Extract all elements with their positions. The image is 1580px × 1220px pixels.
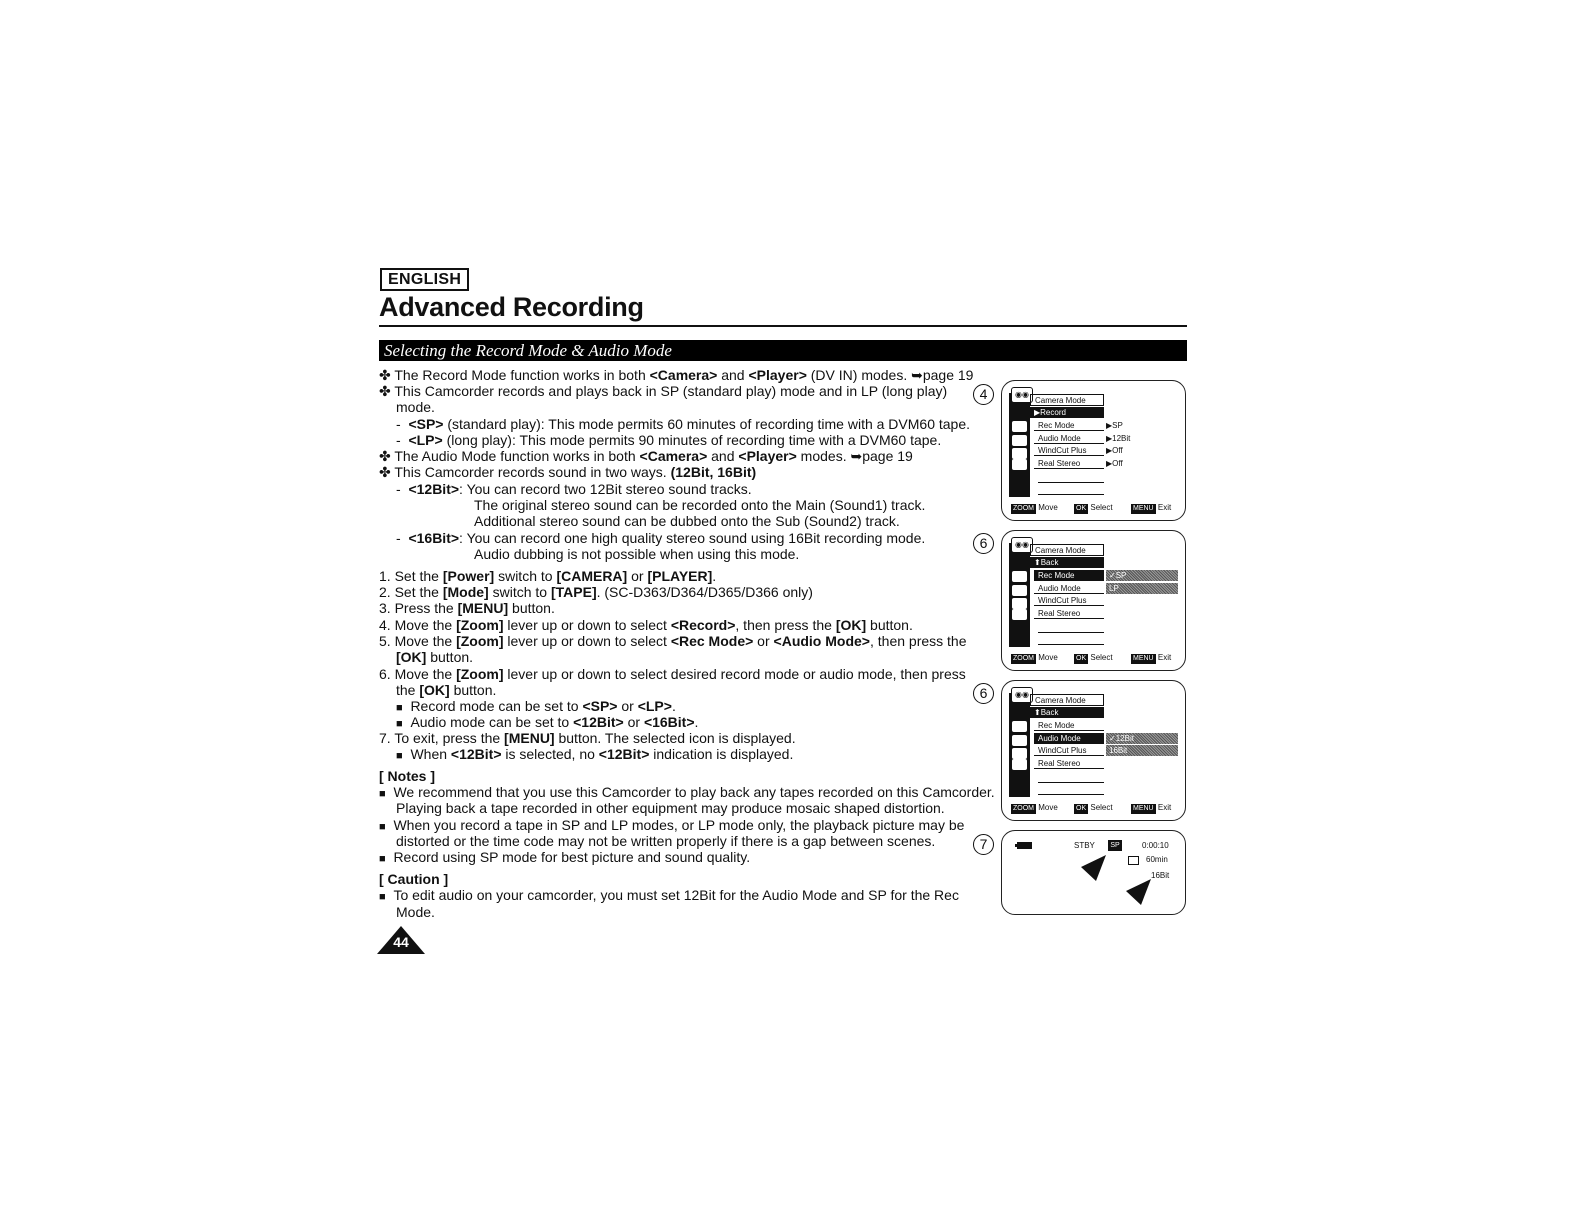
sp-item: - <SP> (standard play): This mode permits 60 minutes of recording time with a DVM60 tape.	[396, 416, 971, 432]
gear-icon	[1012, 759, 1027, 770]
step-number: 2.	[379, 584, 391, 600]
step-1	[379, 568, 716, 584]
gear-icon	[1012, 609, 1027, 620]
time-counter: 0:00:10	[1142, 841, 1169, 850]
text: modes.	[796, 448, 851, 464]
intro-bullet-3	[379, 448, 913, 464]
text-bold: <Camera>	[649, 367, 718, 383]
pointer-arrow-icon	[1123, 877, 1153, 907]
menu-tag: MENU	[1133, 805, 1154, 812]
text: (standard play): This mode permits 60 minutes of recording time with a DVM60 tape.	[443, 416, 971, 432]
ok-tag: OK	[1076, 655, 1087, 662]
text: and	[717, 367, 749, 383]
text: (DV IN) modes.	[806, 367, 912, 383]
option-sp-selected: ✓SP	[1106, 570, 1178, 581]
value-rec-mode: ▶SP	[1106, 421, 1123, 430]
step-4	[379, 617, 913, 633]
text-bold: <12Bit>	[573, 714, 624, 730]
text-bold: <Record>	[670, 617, 736, 633]
text-bold: [Power]	[442, 568, 495, 584]
footer-select	[1074, 653, 1113, 664]
tv-icon	[1012, 448, 1027, 459]
bit12-item: - <12Bit>: You can record two 12Bit stereo sound tracks.	[396, 481, 752, 497]
zoom-tag: ZOOM	[1013, 505, 1034, 512]
clover-bullet-icon: ✤	[379, 448, 391, 464]
menu-item-rec-mode: Rec Mode	[1034, 720, 1104, 731]
step-number: 6.	[379, 666, 391, 682]
battery-icon	[1015, 842, 1033, 849]
recorder-icon	[1012, 435, 1027, 446]
step-number: 4.	[379, 617, 391, 633]
text: The original stereo sound can be recorded onto the Main (Sound1) track.	[474, 497, 926, 513]
text-bold: [CAMERA]	[556, 568, 628, 584]
separator	[1038, 482, 1104, 483]
notes-heading: [ Notes ]	[379, 768, 435, 784]
menu-tag: MENU	[1133, 655, 1154, 662]
page-number-badge	[377, 926, 425, 954]
text-bold: <SP>	[408, 416, 444, 432]
language-badge: ENGLISH	[380, 268, 469, 291]
square-bullet-icon: ■	[379, 821, 386, 833]
text-bold: <Player>	[748, 367, 807, 383]
camera-icon	[1012, 721, 1027, 732]
text: switch to	[494, 568, 557, 584]
text: the	[396, 682, 420, 698]
text: distorted or the time code may not be written properly if there is a gap between scenes.	[396, 833, 936, 849]
camera-mode-icon: ◉◉	[1011, 387, 1033, 403]
page-number: 44	[393, 934, 409, 950]
text-bold: <LP>	[408, 432, 443, 448]
text: lever up or down to select	[503, 633, 671, 649]
footer-exit	[1131, 503, 1171, 514]
step-circle: 6	[973, 683, 994, 704]
camera-mode-icon: ◉◉	[1011, 687, 1033, 703]
step-2	[379, 584, 813, 600]
zoom-tag: ZOOM	[1013, 805, 1034, 812]
menu-screen-step-6-rec	[1001, 530, 1186, 671]
page-reference: ➥page 19	[850, 448, 913, 464]
step-circle: 7	[973, 834, 994, 855]
menu-item-windcut: WindCut Plus	[1034, 595, 1104, 606]
separator	[1038, 494, 1104, 495]
menu-item-audio-mode: Audio Mode	[1034, 433, 1104, 444]
text: Exit	[1157, 503, 1172, 512]
footer-select	[1074, 503, 1113, 514]
text: button.	[449, 682, 497, 698]
text-bold: <Rec Mode>	[670, 633, 754, 649]
text-bold: <12Bit>	[598, 746, 650, 762]
text: button.	[866, 617, 913, 633]
text-bold: [OK]	[396, 649, 427, 665]
bit16-item: - <16Bit>: You can record one high quality stereo sound using 16Bit recording mode.	[396, 530, 926, 546]
text-bold: <Player>	[738, 448, 797, 464]
text: .	[671, 698, 676, 714]
text: indication is displayed.	[649, 746, 794, 762]
text: : You can record one high quality stereo sound using 16Bit recording mode.	[459, 530, 926, 546]
menu-item-back: ⬆Back	[1030, 707, 1104, 718]
value-audio-mode: ▶12Bit	[1106, 434, 1131, 443]
clover-bullet-icon: ✤	[379, 367, 391, 383]
footer-move	[1011, 803, 1058, 814]
text: This Camcorder records and plays back in SP (standard play) mode and in LP (long play)	[394, 383, 948, 399]
text-bold: (12Bit, 16Bit)	[670, 464, 757, 480]
text-bold: <Camera>	[639, 448, 708, 464]
step-7	[379, 730, 796, 746]
text: or	[627, 568, 648, 584]
text: .	[712, 568, 717, 584]
intro-bullet-4	[379, 464, 756, 480]
step-circle: 6	[973, 533, 994, 554]
caution-heading: [ Caution ]	[379, 871, 449, 887]
menu-screen-step-6-audio	[1001, 680, 1186, 821]
text: Record using SP mode for best picture and sound quality.	[393, 849, 751, 865]
text: To edit audio on your camcorder, you must set 12Bit for the Audio Mode and SP for the Rec	[393, 887, 959, 903]
text: mode.	[396, 399, 435, 415]
square-bullet-icon: ■	[396, 750, 403, 762]
text: , then press the	[869, 633, 967, 649]
text-bold: [Zoom]	[456, 666, 504, 682]
square-bullet-icon: ■	[379, 788, 386, 800]
text-bold: [PLAYER]	[647, 568, 713, 584]
step-5	[379, 633, 967, 649]
recorder-icon	[1012, 585, 1027, 596]
text: Select	[1090, 503, 1113, 512]
option-12bit-selected: ✓12Bit	[1106, 733, 1178, 744]
section-bar	[379, 340, 1187, 361]
camera-icon	[1012, 571, 1027, 582]
step-6	[379, 666, 966, 682]
text-bold: [TAPE]	[550, 584, 597, 600]
separator	[1038, 794, 1104, 795]
text-bold: [Zoom]	[456, 633, 504, 649]
text: Move the	[394, 617, 457, 633]
ok-tag: OK	[1076, 805, 1087, 812]
text-bold: <LP>	[637, 698, 672, 714]
clover-bullet-icon: ✤	[379, 383, 391, 399]
sp-indicator: SP	[1108, 840, 1122, 851]
menu-item-real-stereo: Real Stereo	[1034, 608, 1104, 619]
footer-move	[1011, 653, 1058, 664]
menu-item-back: ⬆Back	[1030, 557, 1104, 568]
text: (long play): This mode permits 90 minutes of recording time with a DVM60 tape.	[442, 432, 942, 448]
text: Set the	[394, 568, 443, 584]
text: Set the	[394, 584, 443, 600]
display-screen-step-7	[1001, 830, 1186, 915]
text: switch to	[488, 584, 551, 600]
text: Select	[1090, 653, 1113, 662]
camera-icon	[1012, 421, 1027, 432]
clover-bullet-icon: ✤	[379, 464, 391, 480]
value-real-stereo: ▶Off	[1106, 459, 1123, 468]
text: Move the	[394, 666, 457, 682]
text: lever up or down to select desired record mode or audio mode, then press	[503, 666, 966, 682]
tv-icon	[1012, 748, 1027, 759]
step-circle: 4	[973, 384, 994, 405]
menu-header: Camera Mode	[1030, 544, 1104, 556]
note-3	[379, 849, 750, 867]
text: or	[753, 633, 774, 649]
text: : You can record two 12Bit stereo sound tracks.	[459, 481, 752, 497]
step-number: 1.	[379, 568, 391, 584]
text-bold: <SP>	[582, 698, 618, 714]
menu-item-real-stereo: Real Stereo	[1034, 758, 1104, 769]
separator	[1038, 782, 1104, 783]
intro-bullet-1	[379, 367, 973, 383]
text-bold: [OK]	[835, 617, 867, 633]
text: , then press the	[735, 617, 836, 633]
footer-exit	[1131, 803, 1171, 814]
text: Audio mode can be set to	[410, 714, 574, 730]
menu-screen-step-4	[1001, 380, 1186, 521]
pointer-arrow-icon	[1078, 853, 1108, 883]
text: We recommend that you use this Camcorder to play back any tapes recorded on this Camcorder.	[393, 784, 995, 800]
recorder-icon	[1012, 735, 1027, 746]
text-bold: <Audio Mode>	[773, 633, 870, 649]
text: Press the	[394, 600, 458, 616]
camera-mode-icon: ◉◉	[1011, 537, 1033, 553]
text: or	[617, 698, 638, 714]
text-bold: [OK]	[419, 682, 450, 698]
text: Move	[1038, 803, 1058, 812]
standby-indicator: STBY	[1074, 841, 1095, 850]
step-number: 7.	[379, 730, 391, 746]
step-3	[379, 600, 555, 616]
text-bold: [MENU]	[504, 730, 555, 746]
text: Mode.	[396, 904, 435, 920]
menu-item-rec-mode: Rec Mode	[1034, 570, 1104, 581]
page-reference: ➥page 19	[911, 367, 974, 383]
menu-item-rec-mode: Rec Mode	[1034, 420, 1104, 431]
tv-icon	[1012, 598, 1027, 609]
footer-select	[1074, 803, 1113, 814]
text: To exit, press the	[394, 730, 505, 746]
text: Record mode can be set to	[410, 698, 583, 714]
intro-bullet-2	[379, 383, 947, 399]
text: Playing back a tape recorded in other equipment may produce mosaic shaped distortion.	[396, 800, 945, 816]
square-bullet-icon: ■	[379, 853, 386, 865]
caution-1	[379, 887, 959, 905]
text: lever up or down to select	[503, 617, 671, 633]
text-bold: <16Bit>	[643, 714, 695, 730]
menu-item-audio-mode: Audio Mode	[1034, 583, 1104, 594]
text: When	[410, 746, 451, 762]
text: and	[707, 448, 739, 464]
tape-icon	[1128, 856, 1139, 865]
tape-remaining: 60min	[1146, 855, 1168, 864]
text-bold: [Mode]	[442, 584, 489, 600]
zoom-tag: ZOOM	[1013, 655, 1034, 662]
text: button.	[426, 649, 474, 665]
menu-header: Camera Mode	[1030, 694, 1104, 706]
text: or	[623, 714, 644, 730]
text: button.	[508, 600, 555, 616]
text: This Camcorder records sound in two ways.	[394, 464, 671, 480]
text-bold: <12Bit>	[408, 481, 460, 497]
square-bullet-icon: ■	[379, 891, 386, 903]
separator	[1038, 632, 1104, 633]
option-lp: LP	[1106, 583, 1178, 594]
menu-header: Camera Mode	[1030, 394, 1104, 406]
gear-icon	[1012, 459, 1027, 470]
step-7-sub	[396, 746, 793, 764]
step-6-cont	[396, 682, 496, 698]
menu-item-windcut: WindCut Plus	[1034, 445, 1104, 456]
menu-item-real-stereo: Real Stereo	[1034, 458, 1104, 469]
text: Additional stereo sound can be dubbed onto the Sub (Sound2) track.	[474, 513, 900, 529]
text: . (SC-D363/D364/D365/D366 only)	[596, 584, 813, 600]
text-bold: <12Bit>	[450, 746, 502, 762]
footer-move	[1011, 503, 1058, 514]
lp-item: - <LP> (long play): This mode permits 90 minutes of recording time with a DVM60 tape.	[396, 432, 942, 448]
step-5-cont	[396, 649, 473, 665]
page-title: Advanced Recording	[379, 292, 644, 322]
value-windcut: ▶Off	[1106, 446, 1123, 455]
text-bold: [Zoom]	[456, 617, 504, 633]
text-bold: <16Bit>	[408, 530, 460, 546]
menu-item-windcut: WindCut Plus	[1034, 745, 1104, 756]
ok-tag: OK	[1076, 505, 1087, 512]
text: is selected, no	[501, 746, 599, 762]
step-number: 3.	[379, 600, 391, 616]
text: Select	[1090, 803, 1113, 812]
text: When you record a tape in SP and LP modes, or LP mode only, the playback picture may be	[393, 817, 965, 833]
text: The Record Mode function works in both	[394, 367, 650, 383]
title-rule	[379, 325, 1187, 327]
text: button. The selected icon is displayed.	[554, 730, 796, 746]
text: Move	[1038, 653, 1058, 662]
footer-exit	[1131, 653, 1171, 664]
audio-bit-indicator: 16Bit	[1151, 871, 1170, 880]
menu-item-record: ▶Record	[1030, 407, 1104, 418]
text: Move	[1038, 503, 1058, 512]
text-bold: [MENU]	[457, 600, 509, 616]
text: Exit	[1157, 803, 1172, 812]
text: Exit	[1157, 653, 1172, 662]
square-bullet-icon: ■	[396, 718, 403, 730]
menu-item-audio-mode: Audio Mode	[1034, 733, 1104, 744]
text: .	[694, 714, 699, 730]
menu-tag: MENU	[1133, 505, 1154, 512]
step-number: 5.	[379, 633, 391, 649]
square-bullet-icon: ■	[396, 702, 403, 714]
text: Move the	[394, 633, 457, 649]
separator	[1038, 644, 1104, 645]
option-16bit: 16Bit	[1106, 745, 1178, 756]
text: Audio dubbing is not possible when using this mode.	[474, 546, 800, 562]
text: The Audio Mode function works in both	[394, 448, 640, 464]
section-title: Selecting the Record Mode & Audio Mode	[384, 341, 672, 360]
